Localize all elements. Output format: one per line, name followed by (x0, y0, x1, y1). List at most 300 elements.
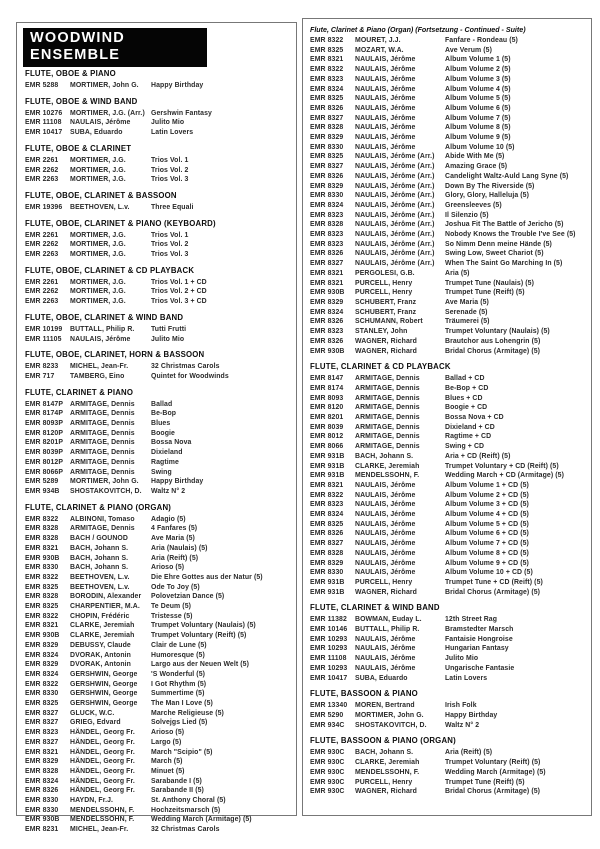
work-title: Solvejgs Lied (5) (151, 719, 208, 727)
work-title: Julito Mio (151, 335, 185, 343)
catalog-number: EMR 8322 (310, 37, 344, 44)
composer: BACH / GOUNOD (70, 535, 128, 543)
composer: NAULAIS, Jérôme (Arr.) (355, 260, 435, 268)
composer: ARMITAGE, Dennis (70, 400, 135, 408)
catalog-row (25, 748, 292, 758)
catalog-row (25, 602, 292, 612)
composer: NAULAIS, Jérôme (355, 645, 416, 653)
composer: NAULAIS, Jérôme (355, 75, 416, 83)
work-title: Dixieland + CD (445, 423, 495, 431)
catalog-section (310, 736, 587, 797)
catalog-number: EMR 8329 (310, 134, 344, 142)
work-title: Trumpet Tune + CD (Reift) (5) (445, 578, 543, 586)
work-title: Be-Bop (151, 410, 177, 418)
work-title: Tutti Frutti (151, 325, 187, 333)
composer: SHOSTAKOVITCH, D. (355, 721, 427, 729)
catalog-number: EMR 931B (310, 452, 345, 460)
catalog-number: EMR 8093P (25, 420, 64, 428)
composer: ARMITAGE, Dennis (70, 429, 135, 437)
catalog-number: EMR 8326 (25, 787, 59, 795)
composer: STANLEY, John (355, 328, 408, 336)
work-title: Ave Maria (5) (445, 298, 489, 306)
work-title: Polovetzian Dance (5) (151, 593, 225, 601)
catalog-number: EMR 5290 (310, 712, 344, 719)
catalog-row (310, 471, 587, 481)
composer: ARMITAGE, Dennis (355, 414, 420, 422)
composer: TAMBERG, Eino (70, 372, 125, 380)
catalog-row (25, 796, 292, 806)
composer: BACH, Johann S. (70, 544, 129, 552)
work-title: Greensleeves (5) (445, 201, 502, 209)
catalog-number: EMR 2263 (25, 176, 59, 184)
catalog-number: EMR 8325 (310, 46, 344, 54)
work-title: I Got Rhythm (5) (151, 680, 207, 688)
composer: ARMITAGE, Dennis (70, 449, 135, 457)
catalog-row (310, 182, 587, 192)
catalog-row (310, 462, 587, 472)
catalog-row (310, 529, 587, 539)
catalog-number: EMR 934B (25, 487, 60, 495)
composer: MORTIMER, John G. (70, 478, 139, 486)
catalog-number: EMR 8330 (310, 192, 344, 200)
catalog-number: EMR 930B (25, 816, 60, 824)
catalog-number: EMR 717 (25, 372, 55, 380)
composer: NAULAIS, Jérôme (Arr.) (355, 231, 435, 239)
composer: NAULAIS, Jérôme (355, 104, 416, 112)
catalog-row (310, 347, 587, 357)
catalog-row (25, 81, 292, 91)
composer: MICHEL, Jean-Fr. (70, 363, 129, 371)
section-heading: FLUTE, CLARINET & CD PLAYBACK (310, 362, 451, 372)
work-title: Album Volume 2 + CD (5) (445, 491, 529, 499)
catalog-row (310, 711, 587, 721)
composer: HÄNDEL, Georg Fr. (70, 767, 135, 775)
work-title: March (5) (151, 758, 183, 766)
work-title: Three Equali (151, 203, 194, 211)
work-title: Blues (151, 420, 171, 428)
catalog-number: EMR 2263 (25, 251, 59, 259)
catalog-row (310, 85, 587, 95)
work-title: Album Volume 10 + CD (5) (445, 569, 533, 577)
composer: MORTIMER, J.G. (70, 298, 126, 306)
work-title: Album Volume 1 (5) (445, 56, 511, 64)
catalog-number: EMR 2263 (25, 298, 59, 306)
catalog-number: EMR 2261 (25, 231, 59, 239)
work-title: Arioso (5) (151, 729, 185, 737)
catalog-number: EMR 8323 (310, 211, 344, 219)
catalog-row (310, 394, 587, 404)
catalog-number: EMR 8330 (310, 569, 344, 577)
catalog-number: EMR 8328 (25, 535, 59, 543)
composer: MORTIMER, J.G. (70, 278, 126, 286)
catalog-row (310, 249, 587, 259)
catalog-row (25, 631, 292, 641)
catalog-row (310, 327, 587, 337)
catalog-row (310, 432, 587, 442)
catalog-row (310, 279, 587, 289)
catalog-number: EMR 8325 (25, 700, 59, 708)
catalog-number: EMR 8326 (310, 337, 344, 345)
catalog-number: EMR 8328 (25, 525, 59, 533)
catalog-row (25, 409, 292, 419)
catalog-number: EMR 8328 (25, 767, 59, 775)
catalog-number: EMR 11105 (25, 335, 62, 343)
composer: NAULAIS, Jérôme (355, 530, 416, 538)
work-title: The Man I Love (5) (151, 700, 213, 708)
composer: NAULAIS, Jérôme (355, 635, 416, 643)
catalog-number: EMR 10417 (25, 129, 63, 137)
composer: ARMITAGE, Dennis (355, 404, 420, 412)
catalog-number: EMR 8325 (25, 583, 59, 591)
catalog-row (25, 109, 292, 119)
work-title: Wedding March (Armitage) (5) (445, 768, 546, 776)
catalog-row (25, 563, 292, 573)
catalog-row (25, 468, 292, 478)
catalog-number: EMR 8174 (310, 384, 344, 392)
catalog-number: EMR 931B (310, 588, 345, 596)
composer: BUTTALL, Philip R. (70, 325, 135, 333)
composer: MORTIMER, J.G. (70, 156, 126, 164)
catalog-number: EMR 8323 (310, 231, 344, 239)
composer: HAYDN, Fr.J. (70, 797, 114, 805)
composer: WAGNER, Richard (355, 788, 417, 796)
work-title: Album Volume 10 (5) (445, 143, 515, 151)
composer: NAULAIS, Jérôme (355, 559, 416, 567)
composer: NAULAIS, Jérôme (355, 664, 416, 672)
catalog-section (25, 388, 292, 497)
catalog-number: EMR 8326 (310, 318, 344, 326)
section-heading: FLUTE, OBOE, CLARINET & WIND BAND (25, 312, 184, 322)
catalog-number: EMR 2261 (25, 156, 59, 164)
work-title: Julito Mio (151, 119, 185, 127)
catalog-number: EMR 931B (310, 462, 345, 470)
composer: NAULAIS, Jérôme (70, 335, 131, 343)
work-title: Largo (5) (151, 738, 182, 746)
work-title: Swing + CD (445, 443, 485, 451)
section-heading: FLUTE, BASSOON & PIANO (ORGAN) (310, 736, 456, 746)
catalog-number: EMR 8327 (25, 738, 59, 746)
catalog-row (25, 689, 292, 699)
catalog-row (25, 583, 292, 593)
composer: NAULAIS, Jérôme (Arr.) (355, 182, 435, 190)
catalog-row (310, 403, 587, 413)
catalog-row (310, 625, 587, 635)
work-title: Aria (Reift) (5) (445, 749, 493, 757)
work-title: Joshua Fit The Battle of Jericho (5) (445, 221, 564, 229)
catalog-number: EMR 930B (25, 632, 60, 640)
work-title: Ragtime + CD (445, 433, 492, 441)
catalog-row (25, 534, 292, 544)
work-title: Trios Vol. 2 (151, 166, 189, 174)
section-heading: FLUTE, OBOE & PIANO (25, 69, 116, 78)
composer: ARMITAGE, Dennis (355, 394, 420, 402)
work-title: Ballad (151, 400, 173, 408)
catalog-row (310, 211, 587, 221)
work-title: Wedding March + CD (Armitage) (5) (445, 472, 564, 480)
section-heading: FLUTE, OBOE & CLARINET (25, 143, 132, 153)
work-title: Aria (Reift) (5) (151, 554, 199, 562)
composer: MICHEL, Jean-Fr. (70, 826, 129, 834)
catalog-number: EMR 8329 (25, 758, 59, 766)
section-heading: FLUTE, CLARINET & PIANO (ORGAN) (25, 502, 172, 512)
composer: NAULAIS, Jérôme (355, 66, 416, 74)
continuation-heading: Flute, Clarinet & Piano (Organ) (Fortsetzung - Continued - Suite) (310, 26, 526, 34)
catalog-number: EMR 8328 (310, 549, 344, 557)
work-title: Sarabande II (5) (151, 787, 204, 795)
catalog-number: EMR 10417 (310, 674, 348, 682)
catalog-number: EMR 8327 (25, 719, 59, 727)
section-heading: FLUTE, OBOE & WIND BAND (25, 96, 138, 106)
composer: NAULAIS, Jérôme (355, 85, 416, 93)
catalog-number: EMR 8066P (25, 468, 64, 476)
composer: NAULAIS, Jérôme (355, 540, 416, 548)
catalog-number: EMR 8012 (310, 433, 344, 441)
section-heading: FLUTE, CLARINET & WIND BAND (310, 603, 440, 613)
catalog-section (310, 362, 587, 597)
catalog-row (310, 288, 587, 298)
catalog-number: EMR 8174P (25, 410, 64, 418)
work-title: St. Anthony Choral (5) (151, 797, 226, 805)
work-title: Sarabande I (5) (151, 777, 202, 785)
catalog-number: EMR 8323 (310, 240, 344, 248)
composer: DVORAK, Antonin (70, 651, 131, 659)
catalog-number: EMR 13340 (310, 702, 348, 710)
composer: WAGNER, Richard (355, 337, 417, 345)
composer: CLARKE, Jeremiah (70, 622, 135, 630)
catalog-number: EMR 8330 (25, 564, 59, 572)
work-title: Album Volume 6 (5) (445, 104, 511, 112)
catalog-row (310, 75, 587, 85)
catalog-row (310, 133, 587, 143)
work-title: Marche Religieuse (5) (151, 709, 224, 717)
catalog-number: EMR 8120P (25, 429, 64, 437)
catalog-number: EMR 8322 (25, 612, 59, 620)
catalog-number: EMR 8201 (310, 414, 344, 422)
work-title: Album Volume 8 (5) (445, 124, 511, 132)
catalog-number: EMR 10146 (310, 626, 348, 634)
composer: NAULAIS, Jérôme (355, 511, 416, 519)
composer: DEBUSSY, Claude (70, 641, 131, 649)
catalog-number: EMR 8324 (25, 670, 59, 678)
catalog-row (310, 510, 587, 520)
right-column (302, 18, 592, 816)
catalog-number: EMR 8325 (310, 520, 344, 528)
composer: NAULAIS, Jérôme (Arr.) (355, 240, 435, 248)
composer: BACH, Johann S. (70, 564, 129, 572)
composer: SHOSTAKOVITCH, D. (70, 487, 142, 495)
catalog-row (25, 825, 292, 835)
catalog-number: EMR 8327 (310, 540, 344, 548)
catalog-row (25, 777, 292, 787)
composer: PURCELL, Henry (355, 778, 413, 786)
catalog-number: EMR 8324 (310, 201, 344, 209)
catalog-row (310, 36, 587, 46)
work-title: Swing Low, Sweet Chariot (5) (445, 250, 544, 258)
composer: PURCELL, Henry (355, 279, 413, 287)
catalog-row (25, 203, 292, 213)
catalog-number: EMR 930C (310, 749, 345, 757)
composer: NAULAIS, Jérôme (Arr.) (355, 163, 435, 171)
catalog-number: EMR 8329 (310, 182, 344, 190)
work-title: Hochzeitsmarsch (5) (151, 806, 221, 814)
work-title: Trumpet Voluntary (Naulais) (5) (445, 328, 550, 336)
work-title: Träumerei (5) (445, 318, 490, 326)
catalog-row (310, 240, 587, 250)
composer: NAULAIS, Jérôme (355, 481, 416, 489)
work-title: Irish Folk (445, 702, 477, 710)
work-title: 32 Christmas Carols (151, 363, 220, 371)
work-title: Boogie (151, 429, 175, 437)
catalog-number: EMR 8322 (25, 680, 59, 688)
catalog-row (310, 500, 587, 510)
catalog-row (310, 701, 587, 711)
work-title: Album Volume 4 (5) (445, 85, 511, 93)
work-title: Boogie + CD (445, 404, 488, 412)
work-title: Trumpet Voluntary (Reift) (5) (445, 759, 541, 767)
composer: BEETHOVEN, L.v. (70, 203, 130, 211)
catalog-number: EMR 8330 (25, 806, 59, 814)
catalog-number: EMR 8326 (310, 250, 344, 258)
composer: CHOPIN, Frédéric (70, 612, 130, 620)
catalog-number: EMR 8329 (310, 298, 344, 306)
catalog-number: EMR 8233 (25, 363, 59, 371)
catalog-row (310, 588, 587, 598)
catalog-section (310, 603, 587, 683)
catalog-row (310, 423, 587, 433)
catalog-number: EMR 8325 (310, 95, 344, 103)
composer: NAULAIS, Jérôme (355, 143, 416, 151)
catalog-number: EMR 8093 (310, 394, 344, 402)
catalog-row (310, 442, 587, 452)
catalog-row (25, 806, 292, 816)
section-heading: FLUTE, OBOE, CLARINET & CD PLAYBACK (25, 265, 195, 275)
catalog-number: EMR 2262 (25, 241, 59, 249)
catalog-number: EMR 8066 (310, 443, 344, 451)
catalog-number: EMR 931B (310, 578, 345, 586)
composer: MOURET, J.J. (355, 37, 401, 44)
work-title: Album Volume 6 + CD (5) (445, 530, 529, 538)
work-title: Brautchor aus Lohengrin (5) (445, 337, 541, 345)
catalog-row (25, 419, 292, 429)
catalog-number: EMR 5288 (25, 82, 59, 89)
catalog-number: EMR 8325 (310, 153, 344, 161)
composer: BORODIN, Alexander (70, 593, 142, 601)
work-title: Abide With Me (5) (445, 153, 505, 161)
composer: MORTIMER, J.G. (70, 288, 126, 296)
catalog-section (25, 503, 292, 835)
catalog-number: EMR 8324 (310, 85, 344, 93)
catalog-row (310, 94, 587, 104)
catalog-row (25, 573, 292, 583)
composer: NAULAIS, Jérôme (355, 501, 416, 509)
composer: BUTTALL, Philip R. (355, 626, 420, 634)
work-title: Te Deum (5) (151, 603, 192, 611)
catalog-row (25, 297, 292, 307)
composer: HÄNDEL, Georg Fr. (70, 777, 135, 785)
composer: PURCELL, Henry (355, 289, 413, 297)
catalog-number: EMR 2261 (25, 278, 59, 286)
composer: NAULAIS, Jérôme (355, 569, 416, 577)
composer: BACH, Johann S. (355, 452, 414, 460)
catalog-number: EMR 8330 (25, 797, 59, 805)
work-title: Album Volume 7 (5) (445, 114, 511, 122)
composer: ARMITAGE, Dennis (70, 420, 135, 428)
catalog-number: EMR 8012P (25, 458, 64, 466)
composer: PERGOLESI, G.B. (355, 269, 415, 277)
catalog-row (25, 786, 292, 796)
work-title: Bridal Chorus (Armitage) (5) (445, 788, 541, 796)
composer: NAULAIS, Jérôme (Arr.) (355, 221, 435, 229)
catalog-row (25, 728, 292, 738)
right-section-list (310, 25, 587, 797)
catalog-number: EMR 10276 (25, 109, 63, 117)
catalog-number: EMR 19396 (25, 203, 63, 211)
work-title: Trumpet Voluntary (Reift) (5) (151, 632, 247, 640)
work-title: Bramstedter Marsch (445, 626, 514, 634)
catalog-row (25, 641, 292, 651)
composer: GERSHWIN, George (70, 690, 138, 698)
catalog-row (25, 709, 292, 719)
composer: NAULAIS, Jérôme (355, 520, 416, 528)
left-column (16, 22, 297, 834)
catalog-section (25, 191, 292, 213)
work-title: Trumpet Tune (Reift) (5) (445, 778, 525, 786)
catalog-row (25, 156, 292, 166)
composer: NAULAIS, Jérôme (355, 491, 416, 499)
work-title: Aria + CD (Reift) (5) (445, 452, 511, 460)
page-title: WOODWIND ENSEMBLE (23, 28, 207, 67)
work-title: Trios Vol. 1 + CD (151, 278, 207, 286)
catalog-row (310, 674, 587, 684)
work-title: Adagio (5) (151, 515, 186, 523)
composer: CHARPENTIER, M.A. (70, 603, 140, 611)
catalog-row (25, 544, 292, 554)
catalog-number: EMR 8330 (310, 143, 344, 151)
composer: HÄNDEL, Georg Fr. (70, 787, 135, 795)
catalog-number: EMR 10293 (310, 664, 348, 672)
catalog-number: EMR 8201P (25, 439, 64, 447)
work-title: Aria (5) (445, 269, 470, 277)
catalog-row (310, 269, 587, 279)
catalog-section (25, 219, 292, 260)
catalog-row (310, 65, 587, 75)
catalog-row (310, 337, 587, 347)
composer: MORTIMER, J.G. (70, 166, 126, 174)
catalog-row (310, 55, 587, 65)
catalog-row (25, 767, 292, 777)
catalog-row (25, 592, 292, 602)
catalog-number: EMR 11108 (310, 655, 347, 663)
catalog-row (25, 335, 292, 345)
catalog-number: EMR 8328 (25, 593, 59, 601)
catalog-row (25, 175, 292, 185)
catalog-row (310, 578, 587, 588)
catalog-row (25, 738, 292, 748)
catalog-number: EMR 8147P (25, 400, 64, 408)
section-heading: FLUTE, OBOE, CLARINET & PIANO (KEYBOARD) (25, 218, 216, 228)
catalog-number: EMR 8322 (310, 66, 344, 74)
catalog-row (310, 191, 587, 201)
catalog-row (310, 201, 587, 211)
work-title: Trumpet Tune (Reift) (5) (445, 289, 525, 297)
work-title: Trios Vol. 2 (151, 241, 189, 249)
work-title: Album Volume 3 + CD (5) (445, 501, 529, 509)
work-title: Ballad + CD (445, 375, 485, 383)
work-title: Album Volume 5 + CD (5) (445, 520, 529, 528)
catalog-number: EMR 8326 (310, 104, 344, 112)
catalog-number: EMR 930B (310, 347, 345, 355)
work-title: Be-Bop + CD (445, 384, 489, 392)
